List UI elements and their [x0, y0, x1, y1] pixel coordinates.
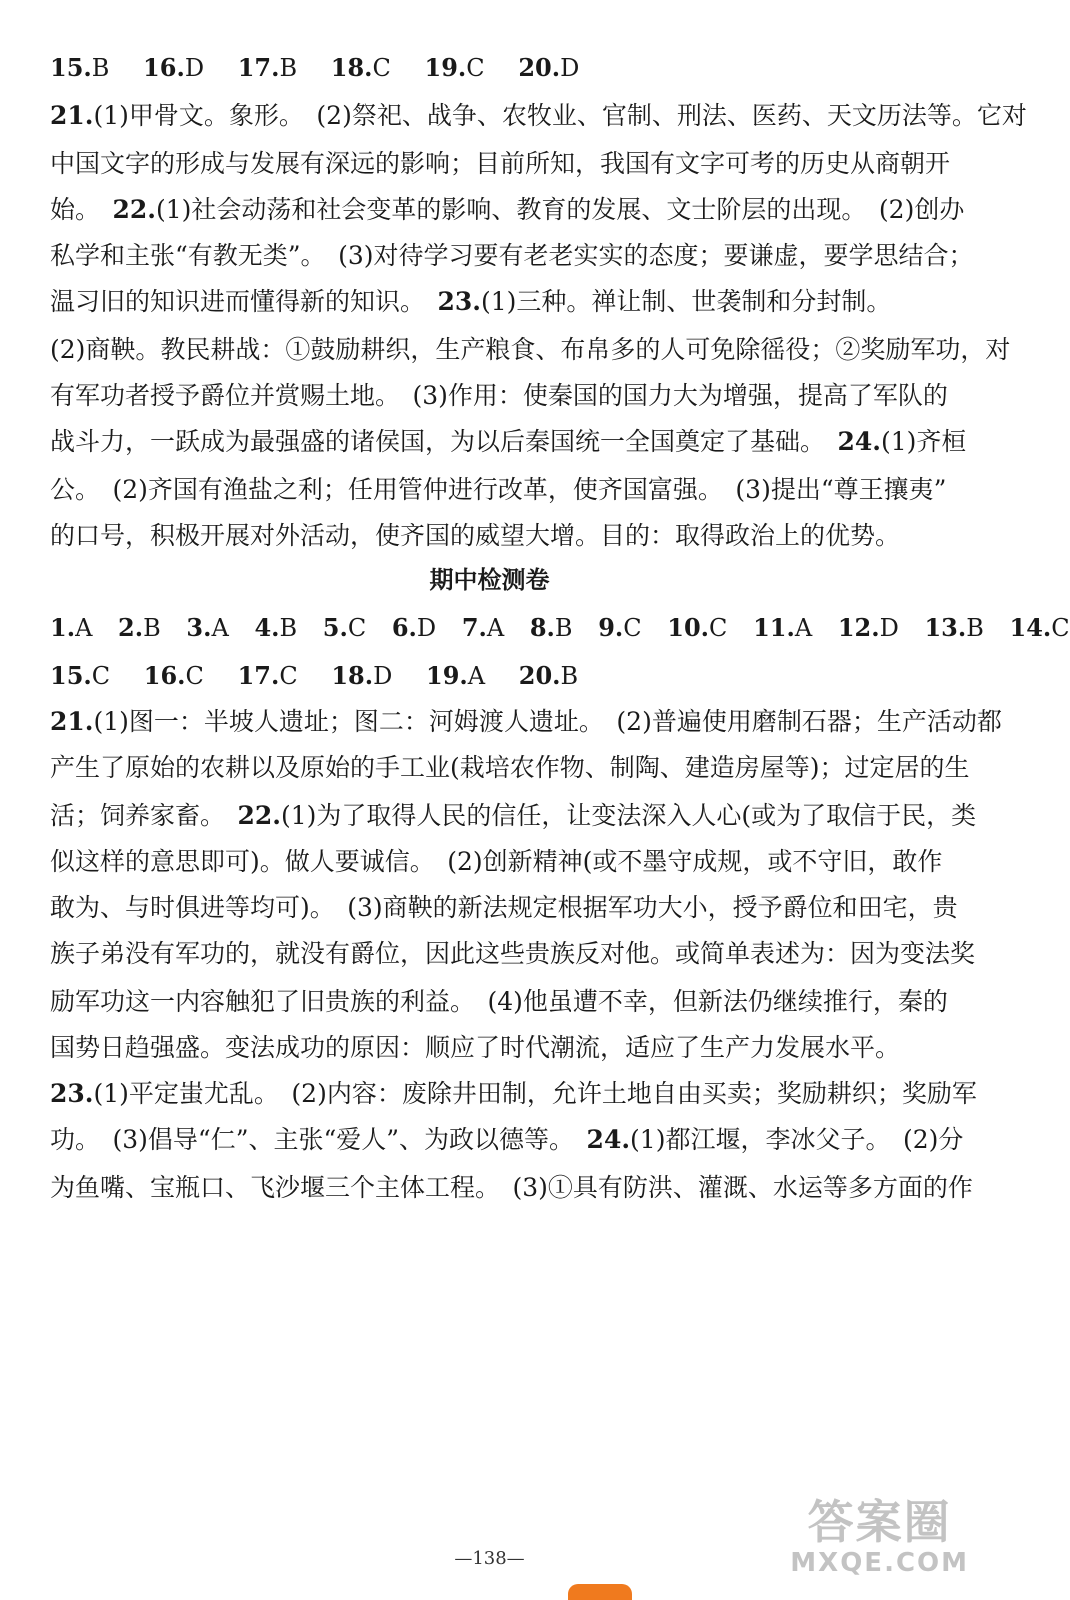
text-line: 活；饲养家畜。 22.(1)为了取得人民的信任，让变法深入人心(或为了取信于民，类 [50, 801, 977, 830]
answer-item: 16.D [143, 53, 205, 82]
text-line: 战斗力，一跃成为最强盛的诸侯国，为以后秦国统一全国奠定了基础。 24.(1)齐桓 [50, 427, 967, 456]
text-line: 21.(1)图一：半坡人遗址；图二：河姆渡人遗址。 (2)普遍使用磨制石器；生产活动都 [50, 707, 1002, 736]
answer-item: 7.A [461, 613, 505, 642]
text-line: 中国文字的形成与发展有深远的影响；目前所知，我国有文字可考的历史从商朝开 [50, 149, 951, 178]
answer-item: 18.C [330, 53, 391, 82]
answer-item: 5.C [322, 613, 367, 642]
answer-item: 1.A [50, 613, 93, 642]
answer-item: 13.B [924, 613, 984, 642]
section-title: 期中检测卷 [429, 566, 550, 594]
answer-item: 15.B [50, 53, 110, 82]
watermark-logo: 答案圈 MXQE.COM [790, 1495, 969, 1578]
answer-row-midterm-1 [50, 608, 1070, 648]
page-number: —138— [454, 1548, 525, 1569]
answer-row-midterm-2 [50, 656, 604, 696]
text-line: 21.(1)甲骨文。象形。 (2)祭祀、战争、农牧业、官制、刑法、医药、天文历法等。它对 [50, 101, 1027, 130]
answer-item: 19.C [424, 53, 485, 82]
answer-item: 17.B [237, 53, 298, 82]
answer-item: 8.B [529, 613, 573, 642]
answer-item: 15.C [50, 661, 111, 690]
answer-item: 11.A [753, 613, 813, 642]
answer-row-top [50, 48, 605, 88]
text-line: 公。 (2)齐国有渔盐之利；任用管仲进行改革，使齐国富强。 (3)提出“尊王攘夷” [50, 475, 947, 504]
text-line: 敢为、与时俱进等均可)。 (3)商鞅的新法规定根据军功大小，授予爵位和田宅，贵 [50, 893, 958, 922]
text-line: 国势日趋强盛。变法成功的原因：顺应了时代潮流，适应了生产力发展水平。 [50, 1033, 901, 1062]
answer-item: 19.A [426, 661, 486, 690]
page-tab-marker [568, 1584, 632, 1600]
answer-item: 2.B [118, 613, 161, 642]
answer-item: 16.C [143, 661, 204, 690]
answer-item: 20.D [518, 53, 580, 82]
text-line: 励军功这一内容触犯了旧贵族的利益。 (4)他虽遭不幸，但新法仍继续推行，秦的 [50, 987, 948, 1016]
text-line: 似这样的意思即可)。做人要诚信。 (2)创新精神(或不墨守成规，或不守旧，敢作 [50, 847, 943, 876]
text-line: 的口号，积极开展对外活动，使齐国的威望大增。目的：取得政治上的优势。 [50, 521, 901, 550]
text-line: 族子弟没有军功的，就没有爵位，因此这些贵族反对他。或简单表述为：因为变法奖 [50, 939, 976, 968]
answer-item: 10.C [667, 613, 728, 642]
answer-item: 12.D [837, 613, 899, 642]
text-line: 功。 (3)倡导“仁”、主张“爱人”、为政以德等。 24.(1)都江堰，李冰父子。 (2)分 [50, 1125, 964, 1154]
answer-item: 6.D [391, 613, 437, 642]
text-line: (2)商鞅。教民耕战：①鼓励耕织，生产粮食、布帛多的人可免除徭役；②奖励军功，对 [50, 335, 1011, 364]
answer-item: 9.C [598, 613, 642, 642]
text-line: 有军功者授予爵位并赏赐土地。 (3)作用：使秦国的国力大为增强，提高了军队的 [50, 381, 948, 410]
answer-item: 20.B [518, 661, 579, 690]
text-line: 温习旧的知识进而懂得新的知识。 23.(1)三种。禅让制、世袭制和分封制。 [50, 287, 892, 316]
answer-item: 4.B [254, 613, 298, 642]
answer-item: 17.C [237, 661, 298, 690]
text-line: 私学和主张“有教无类”。 (3)对待学习要有老老实实的态度；要谦虚，要学思结合； [50, 241, 974, 270]
text-line: 23.(1)平定蚩尤乱。 (2)内容：废除井田制，允许土地自由买卖；奖励耕织；奖励军 [50, 1079, 977, 1108]
answer-item: 3.A [186, 613, 229, 642]
text-line: 始。 22.(1)社会动荡和社会变革的影响、教育的发展、文士阶层的出现。 (2)创办 [50, 195, 965, 224]
answer-item: 18.D [331, 661, 393, 690]
answer-item: 14.C [1009, 613, 1070, 642]
text-line: 为鱼嘴、宝瓶口、飞沙堰三个主体工程。 (3)①具有防洪、灌溉、水运等多方面的作 [50, 1173, 973, 1202]
text-line: 产生了原始的农耕以及原始的手工业(栽培农作物、制陶、建造房屋等)；过定居的生 [50, 753, 970, 782]
